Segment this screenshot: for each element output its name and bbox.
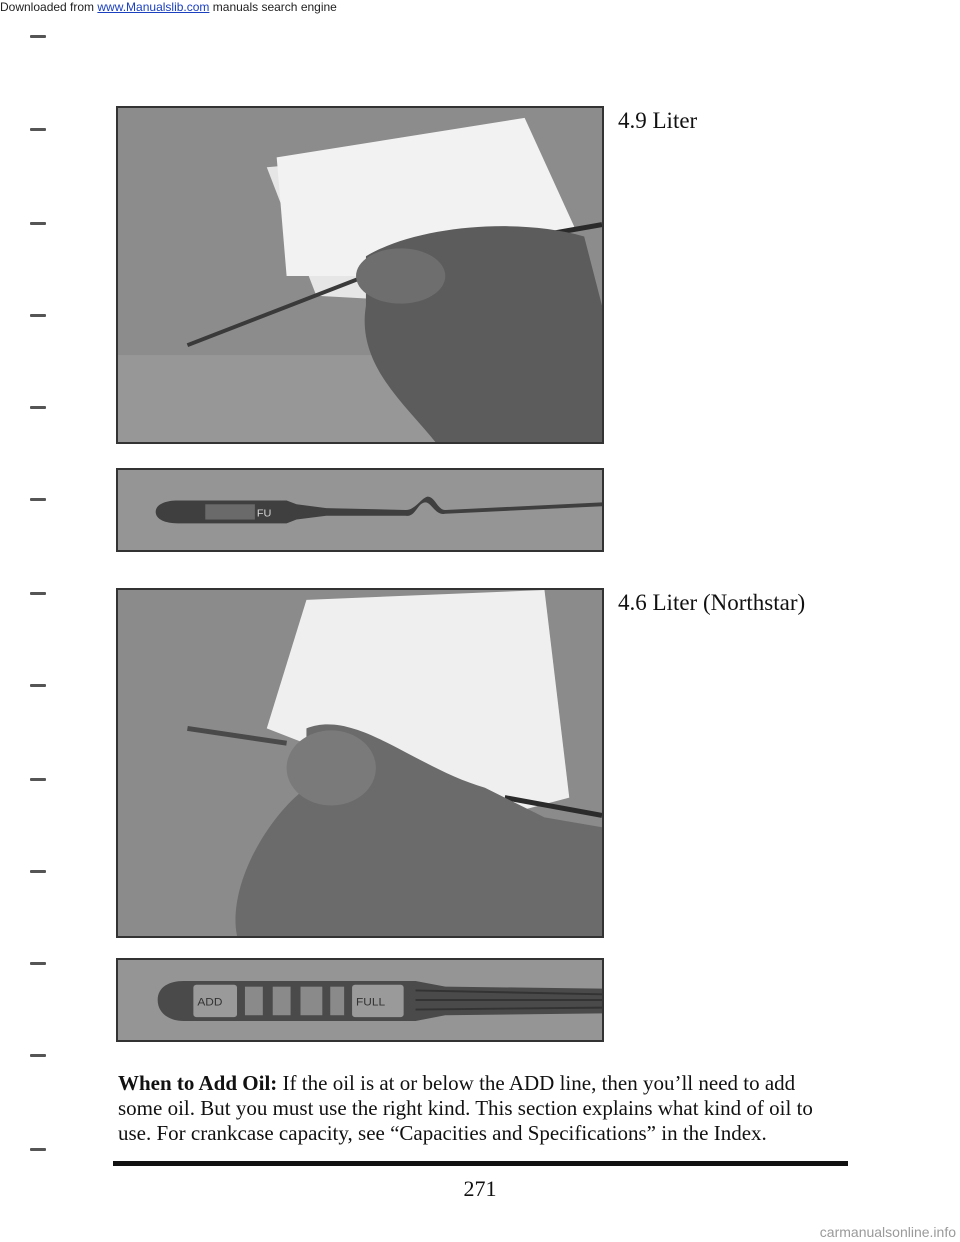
svg-text:ADD: ADD [197, 995, 223, 1009]
svg-text:FULL: FULL [356, 995, 386, 1009]
margin-tick [30, 128, 46, 131]
photo-dipstick-wipe-4-9 [116, 106, 604, 444]
watermark: carmanualsonline.info [819, 1224, 956, 1240]
margin-tick [30, 592, 46, 595]
margin-tick [30, 870, 46, 873]
margin-tick [30, 35, 46, 38]
margin-tick [30, 1054, 46, 1057]
margin-tick [30, 1148, 46, 1151]
header-suffix: manuals search engine [209, 0, 337, 14]
footer-rule [113, 1161, 848, 1166]
margin-tick [30, 222, 46, 225]
photo-dipstick-wipe-northstar [116, 588, 604, 938]
photo-dipstick-marks-northstar [116, 958, 604, 1042]
margin-tick [30, 778, 46, 781]
margin-tick [30, 962, 46, 965]
margin-tick [30, 314, 46, 317]
when-to-add-oil-paragraph [118, 1071, 838, 1146]
header-prefix: Downloaded from [0, 0, 98, 14]
paragraph-text: If the oil is at or below the ADD line, then you’ll need to add some oil. But you must use the right kind. This section explains what kind of oil to use. For crankcase capacity, see “Capacities and Specifications” in the Index. [118, 1071, 813, 1145]
margin-tick [30, 684, 46, 687]
download-header [0, 0, 337, 14]
caption-4-9-liter: 4.9 Liter [618, 108, 698, 133]
margin-tick [30, 406, 46, 409]
lead-in-heading: When to Add Oil: [118, 1071, 278, 1095]
photo-dipstick-marks-4-9 [116, 468, 604, 552]
manualslib-link[interactable]: www.Manualslib.com [97, 0, 210, 14]
caption-4-6-liter-northstar: 4.6 Liter (Northstar) [618, 590, 806, 615]
svg-text:FU: FU [256, 507, 272, 520]
page-number: 271 [463, 1176, 497, 1201]
margin-tick [30, 498, 46, 501]
